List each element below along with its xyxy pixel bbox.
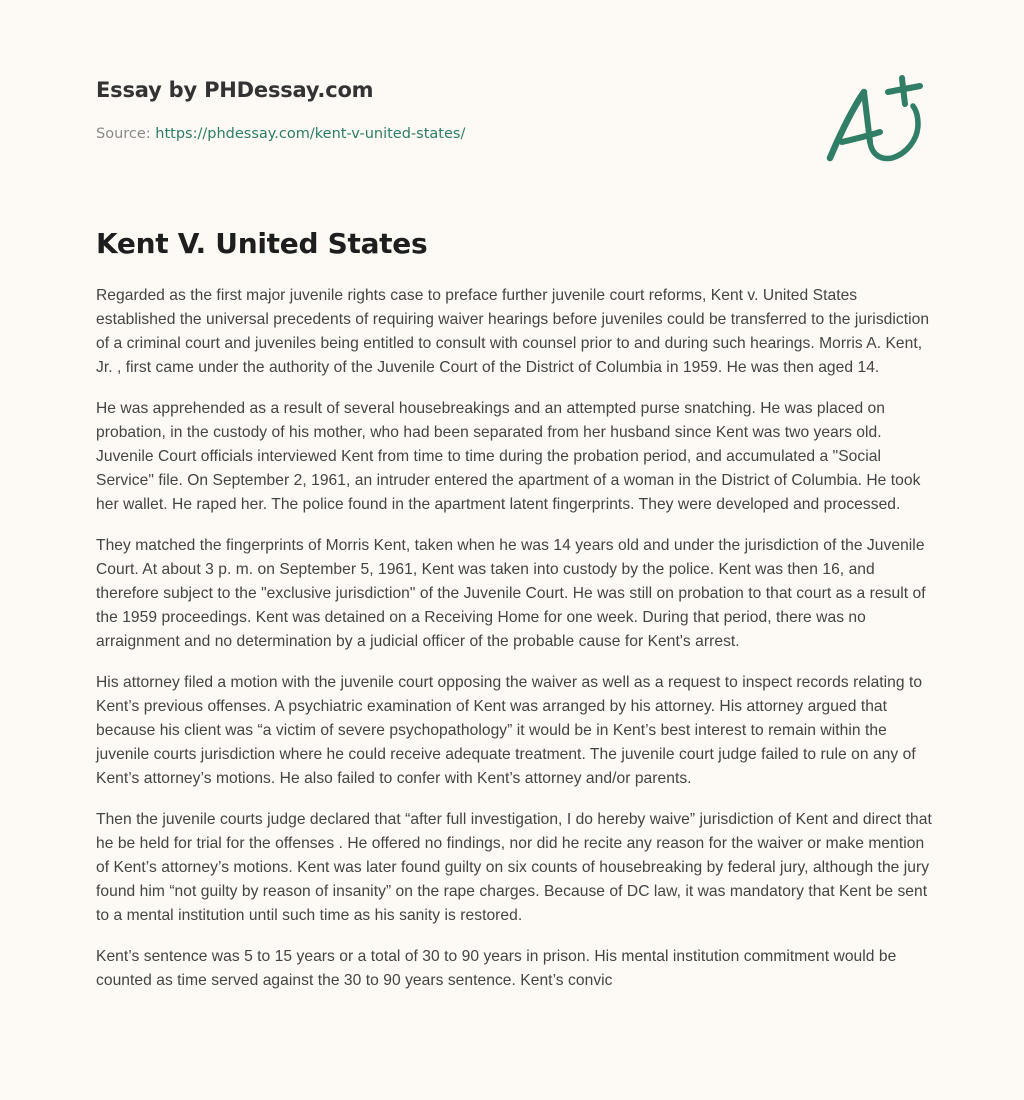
- source-link[interactable]: https://phdessay.com/kent-v-united-states/: [155, 126, 466, 142]
- essay-paragraph: They matched the fingerprints of Morris Kent, taken when he was 14 years old and under the jurisdiction of the Juvenile Court. At about 3 p. m. on September 5, 1961, Kent was taken into custody by the police. Kent was then 16, and therefore subject to the "exclusive jurisdiction" of the Juvenile Court. He was still on probation to that court as a result of the 1959 proceedings. Kent was detained on a Receiving Home for one week. During that period, there was no arraignment and no determination by a judicial officer of the probable cause for Kent's arrest.: [96, 537, 926, 650]
- source-line: [96, 124, 465, 144]
- a-plus-grade-icon: [818, 64, 933, 168]
- essay-paragraph: Then the juvenile courts judge declared that “after full investigation, I do hereby waive” jurisdiction of Kent and direct that he be held for trial for the offenses . He offered no findings, nor did he recite any reason for the waiver or make mention of Kent’s attorney’s motions. Kent was later found guilty on six counts of housebreaking by federal jury, although the jury found him “not guilty by reason of insanity” on the rape charges. Because of DC law, it was mandatory that Kent be sent to a mental institution until such time as his sanity is restored.: [96, 811, 932, 924]
- source-label: Source:: [96, 126, 151, 142]
- page-header: [96, 74, 936, 142]
- site-title: Essay by PHDessay.com: [96, 78, 374, 102]
- essay-paragraph: His attorney filed a motion with the juvenile court opposing the waiver as well as a request to inspect records relating to Kent’s previous offenses. A psychiatric examination of Kent was arranged by his attorney. His attorney argued that because his client was “a victim of severe psychopathology” it would be in Kent’s best interest to remain within the juvenile courts jurisdiction where he could receive adequate treatment. The juvenile court judge failed to rule on any of Kent’s attorney’s motions. He also failed to confer with Kent’s attorney and/or parents.: [96, 674, 923, 787]
- essay-title: Kent V. United States: [96, 227, 428, 260]
- essay-paragraph: Kent’s sentence was 5 to 15 years or a total of 30 to 90 years in prison. His mental institution commitment would be counted as time served against the 30 to 90 years sentence. Kent’s convic: [96, 948, 897, 989]
- essay-paragraph: Regarded as the first major juvenile rights case to preface further juvenile court reforms, Kent v. United States established the universal precedents of requiring waiver hearings before juveniles could be transferred to the jurisdiction of a criminal court and juveniles being entitled to consult with counsel prior to and during such hearings. Morris A. Kent, Jr. , first came under the authority of the Juvenile Court of the District of Columbia in 1959. He was then aged 14.: [96, 287, 930, 376]
- essay-paragraph: He was apprehended as a result of several housebreakings and an attempted purse snatching. He was placed on probation, in the custody of his mother, who had been separated from her husband since Kent was two years old. Juvenile Court officials interviewed Kent from time to time during the probation period, and accumulated a "Social Service" file. On September 2, 1961, an intruder entered the apartment of a woman in the District of Columbia. He took her wallet. He raped her. The police found in the apartment latent fingerprints. They were developed and processed.: [96, 400, 921, 513]
- essay-body: [96, 284, 936, 1010]
